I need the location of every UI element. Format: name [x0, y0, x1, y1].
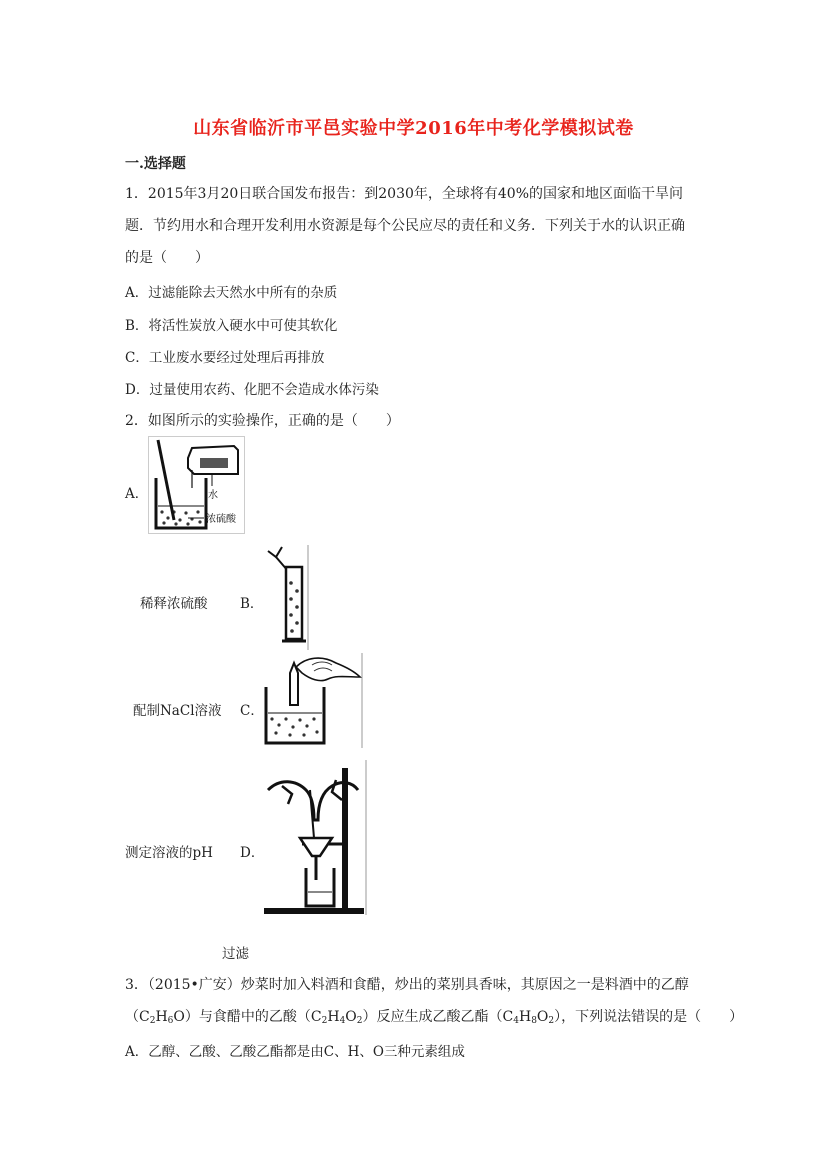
q3-option-a: A．乙醇、乙酸、乙酸乙酯都是由C、H、O三种元素组成: [125, 1044, 465, 1060]
q2-option-b-caption: 配制NaCl溶液: [133, 703, 222, 719]
q2-figure-a-water-label: 水: [208, 490, 218, 501]
q2-option-d-caption: 过滤: [222, 946, 249, 962]
q1-stem-line2: 题．节约用水和合理开发利用水资源是每个公民应尽的责任和义务．下列关于水的认识正确: [125, 218, 685, 234]
q2-option-a-caption: 稀释浓硫酸: [140, 596, 208, 612]
q2-option-c-caption: 测定溶液的pH: [125, 845, 213, 861]
section-heading: 一.选择题: [125, 156, 186, 172]
q2-figure-a-acid-label: 浓硫酸: [206, 514, 236, 525]
q2-option-b-letter: B．: [240, 596, 264, 612]
q2-option-d-letter: D．: [240, 845, 265, 861]
q2-figure-b: [262, 545, 310, 650]
q1-stem-line1: 1．2015年3月20日联合国发布报告：到2030年，全球将有40%的国家和地区面临干旱问: [125, 186, 684, 202]
q2-option-c-letter: C．: [240, 703, 264, 719]
page-title: 山东省临沂市平邑实验中学2016年中考化学模拟试卷: [193, 118, 634, 139]
q3-stem-line1: 3．（2015•广安）炒菜时加入料酒和食醋，炒出的菜别具香味，其原因之一是料酒中的乙醇: [125, 977, 689, 993]
q1-option-d: D．过量使用农药、化肥不会造成水体污染: [125, 382, 379, 398]
q1-stem-line3: 的是（ ）: [125, 250, 209, 266]
q2-figure-c: [262, 653, 364, 748]
q2-stem: 2．如图所示的实验操作，正确的是（ ）: [125, 413, 400, 429]
q2-option-a-letter: A．: [125, 486, 149, 502]
q2-figure-d: [262, 760, 368, 915]
q1-option-b: B．将活性炭放入硬水中可使其软化: [125, 318, 338, 334]
q2-figure-a: [148, 436, 245, 534]
q1-option-a: A．过滤能除去天然水中所有的杂质: [125, 285, 338, 301]
q1-option-c: C．工业废水要经过处理后再排放: [125, 350, 325, 366]
q3-stem-line2: $(C_2H_6O)$与食醋中的乙酸$(C_2H_4O_2)$反应生成乙酸乙酯$(C_4H_8O_2)$，下列说法错误的是（ ）: [125, 1009, 744, 1026]
